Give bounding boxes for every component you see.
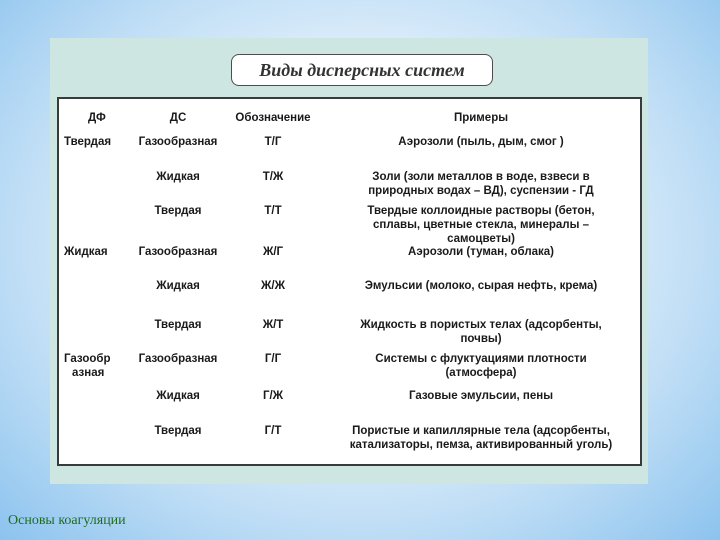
header-examples-line: Примеры [453, 112, 509, 124]
row-notation-line: Г/Т [264, 425, 282, 437]
row-ds-line: Жидкая [156, 390, 200, 402]
row-examples [322, 279, 640, 293]
row-df-line: азная [72, 367, 105, 379]
row-df-line: Твердая [64, 136, 112, 148]
row-notation [228, 389, 318, 403]
row-ds [130, 279, 226, 293]
row-df [64, 135, 134, 149]
row-examples-line: сплавы, цветные стекла, минералы – [372, 219, 589, 231]
row-notation-line: Ж/Т [262, 319, 284, 331]
row-notation [228, 135, 318, 149]
row-examples-line: Аэрозоли (туман, облака) [407, 246, 555, 258]
row-ds [130, 135, 226, 149]
row-df [64, 245, 134, 259]
header-ds [130, 111, 226, 125]
row-notation [228, 170, 318, 184]
row-ds [130, 204, 226, 218]
row-notation-line: Ж/Г [262, 246, 284, 258]
row-ds-line: Твердая [154, 425, 202, 437]
row-examples [322, 389, 640, 403]
row-notation [228, 424, 318, 438]
row-examples-line: природных водах – ВД), суспензии - ГД [368, 185, 594, 197]
header-ds-line: ДС [169, 112, 187, 124]
row-ds-line: Жидкая [156, 280, 200, 292]
row-examples-line: Системы с флуктуациями плотности [375, 353, 587, 365]
row-notation-line: Ж/Ж [261, 280, 285, 292]
row-ds-line: Жидкая [156, 171, 200, 183]
row-examples-line: Твердые коллоидные растворы (бетон, [367, 205, 595, 217]
row-examples [322, 245, 640, 259]
row-ds [130, 170, 226, 184]
row-df-line: Газообр [64, 353, 111, 365]
header-notation-line: Обозначение [235, 112, 311, 124]
header-examples [322, 111, 640, 125]
slide-title: Виды дисперсных систем [231, 54, 493, 86]
row-examples [322, 318, 640, 346]
row-notation [228, 352, 318, 366]
row-examples-line: Аэрозоли (пыль, дым, смог ) [398, 136, 564, 148]
row-examples-line: Пористые и капиллярные тела (адсорбенты, [352, 425, 610, 437]
row-examples-line: Жидкость в пористых телах (адсорбенты, [360, 319, 602, 331]
row-ds [130, 389, 226, 403]
row-df [64, 352, 134, 380]
row-notation-line: Т/Г [264, 136, 282, 148]
row-examples-line: Золи (золи металлов в воде, взвеси в [372, 171, 590, 183]
row-notation [228, 279, 318, 293]
row-ds [130, 352, 226, 366]
row-ds-line: Твердая [154, 319, 202, 331]
header-df-line: ДФ [88, 112, 106, 124]
header-notation [228, 111, 318, 125]
row-examples-line: почвы) [460, 333, 502, 345]
row-ds [130, 424, 226, 438]
row-notation-line: Т/Т [264, 205, 282, 217]
row-examples-line: (атмосфера) [445, 367, 517, 379]
row-examples-line: катализаторы, пемза, активированный уголь) [349, 439, 613, 451]
row-examples [322, 424, 640, 452]
row-ds-line: Газообразная [138, 246, 218, 258]
footer-caption: Основы коагуляции [8, 513, 126, 528]
row-examples [322, 170, 640, 198]
row-notation-line: Т/Ж [262, 171, 284, 183]
row-ds [130, 245, 226, 259]
row-notation [228, 204, 318, 218]
row-notation-line: Г/Ж [262, 390, 284, 402]
row-examples [322, 352, 640, 380]
row-examples-line: самоцветы) [447, 233, 515, 245]
row-examples [322, 204, 640, 246]
row-notation-line: Г/Г [264, 353, 282, 365]
row-examples-line: Газовые эмульсии, пены [408, 390, 554, 402]
row-df-line: Жидкая [64, 246, 108, 258]
row-notation [228, 318, 318, 332]
row-ds-line: Твердая [154, 205, 202, 217]
row-notation [228, 245, 318, 259]
row-examples [322, 135, 640, 149]
row-ds-line: Газообразная [138, 136, 218, 148]
row-ds-line: Газообразная [138, 353, 218, 365]
row-ds [130, 318, 226, 332]
row-examples-line: Эмульсии (молоко, сырая нефть, крема) [364, 280, 598, 292]
